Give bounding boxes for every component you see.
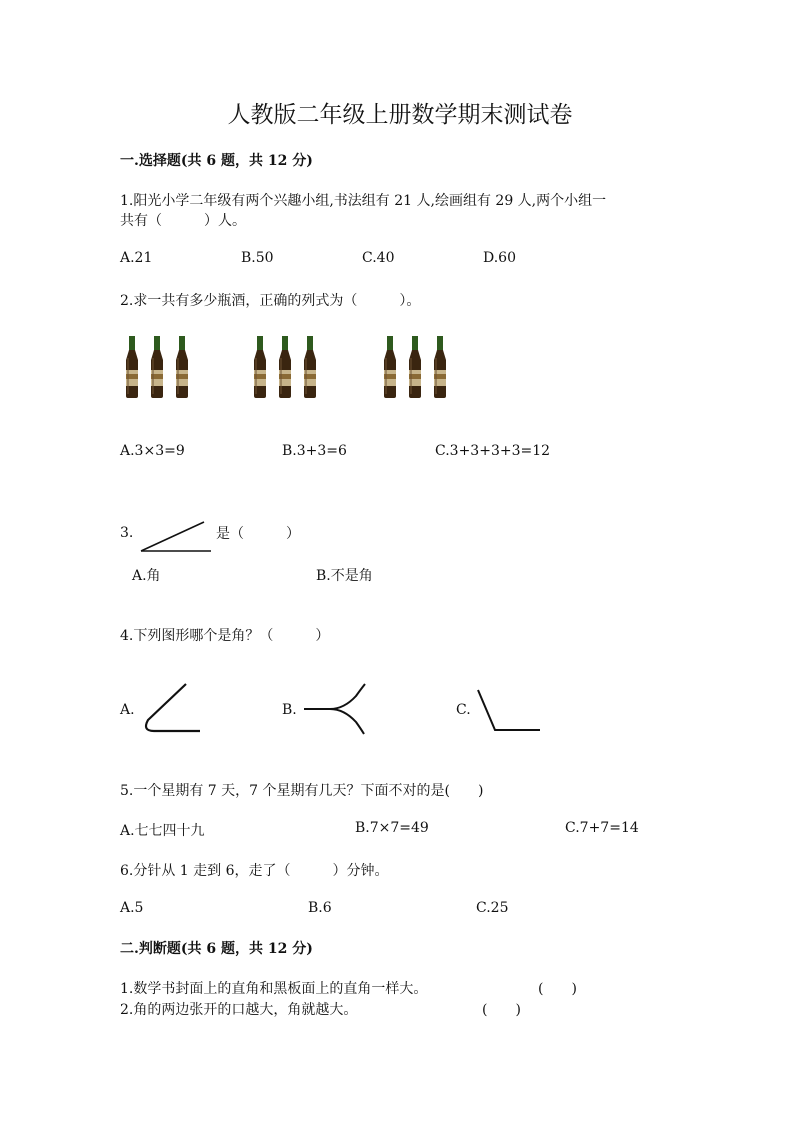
question-2-text: 2.求一共有多少瓶酒，正确的列式为（ ）。 [120, 293, 421, 309]
question-4-text: 4.下列图形哪个是角？（ ） [120, 628, 330, 644]
q6-option-a: A.5 [120, 900, 144, 916]
page-title: 人教版二年级上册数学期末测试卷 [227, 102, 573, 128]
q4-label-c: C. [456, 702, 471, 718]
q4-label-a: A. [120, 702, 135, 718]
section-heading-true-false: 二.判断题(共 6 题，共 12 分) [120, 941, 313, 957]
q4-figure-a-curved-corner [140, 680, 206, 736]
question-6-text: 6.分针从 1 走到 6，走了（ ）分钟。 [120, 863, 389, 879]
question-5-text: 5.一个星期有 7 天，7 个星期有几天？下面不对的是( ) [120, 783, 484, 799]
bottle-group-1 [126, 336, 188, 398]
q1-option-c: C.40 [362, 250, 395, 266]
section-heading-choice: 一.选择题(共 6 题，共 12 分) [120, 153, 313, 169]
q1-option-b: B.50 [241, 250, 274, 266]
q5-option-a: A.七七四十九 [120, 823, 205, 839]
q5-option-c: C.7+7=14 [565, 820, 639, 836]
q1-option-d: D.60 [483, 250, 516, 266]
tf-question-1-text: 1.数学书封面上的直角和黑板面上的直角一样大。 [120, 981, 428, 997]
q6-option-c: C.25 [476, 900, 509, 916]
q3-option-b: B.不是角 [316, 568, 373, 584]
tf-question-2-text: 2.角的两边张开的口越大，角就越大。 [120, 1002, 358, 1018]
q4-figure-b-curved-rays [300, 680, 372, 736]
question-3-number: 3. [120, 525, 134, 541]
bottle-group-3 [384, 336, 446, 398]
tf-question-2-blank: ( ) [482, 1002, 521, 1018]
question-1-line-1: 1.阳光小学二年级有两个兴趣小组,书法组有 21 人,绘画组有 29 人,两个小组一 [120, 193, 607, 209]
q4-figure-c-angle [474, 686, 544, 736]
question-1-line-2: 共有（ ）人。 [120, 213, 246, 229]
q5-option-b: B.7×7=49 [355, 820, 429, 836]
q2-option-c: C.3+3+3+3=12 [435, 443, 551, 459]
q6-option-b: B.6 [308, 900, 332, 916]
wine-bottles-illustration [120, 336, 460, 402]
q3-option-a: A.角 [132, 568, 161, 584]
q2-option-a: A.3×3=9 [120, 443, 185, 459]
q1-option-a: A.21 [120, 250, 153, 266]
q4-label-b: B. [282, 702, 297, 718]
q3-angle-figure [138, 518, 214, 554]
q2-option-b: B.3+3=6 [282, 443, 347, 459]
tf-question-1-blank: ( ) [538, 981, 577, 997]
question-3-suffix: 是（ ） [216, 526, 300, 542]
bottle-group-2 [254, 336, 316, 398]
